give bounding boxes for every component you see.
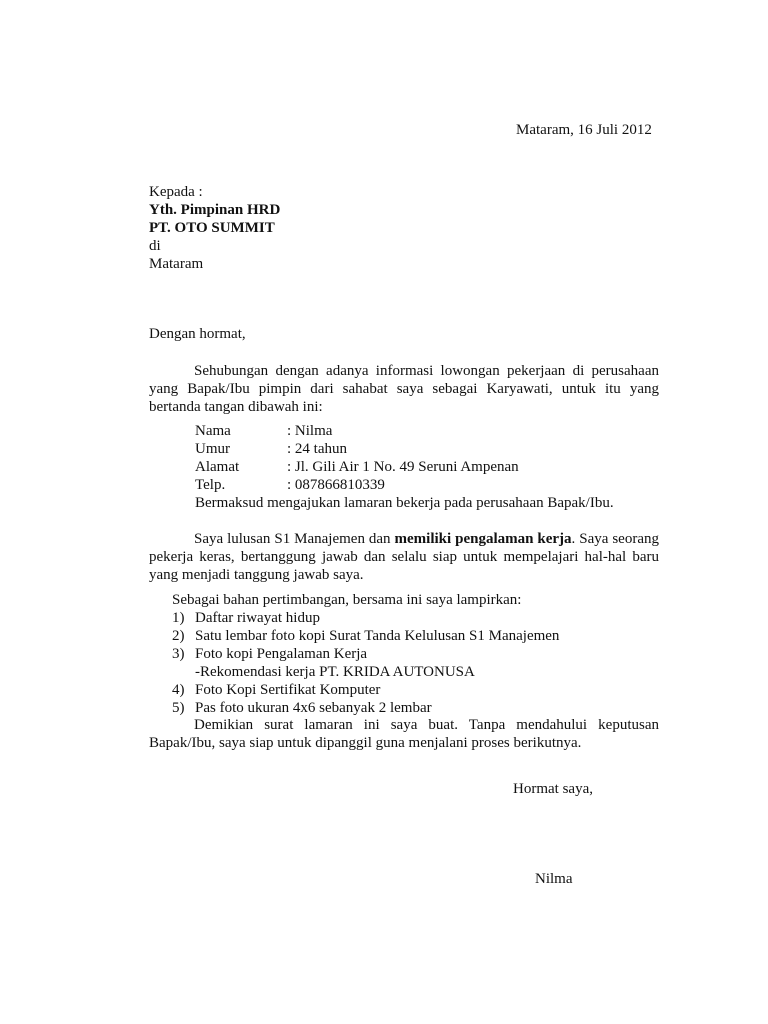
identity-value-age: : 24 tahun xyxy=(287,441,347,457)
closing-text: Demikian surat lamaran ini saya buat. Tanpa mendahului keputusan Bapak/Ibu, saya siap untuk dipanggil guna menjalani proses berikutnya. xyxy=(149,717,659,751)
intent-line: Bermaksud mengajukan lamaran bekerja pada perusahaan Bapak/Ibu. xyxy=(195,495,614,511)
attachment-number: 3) xyxy=(172,646,185,662)
recipient-name: Yth. Pimpinan HRD xyxy=(149,202,281,218)
identity-label-address: Alamat xyxy=(195,459,240,475)
attachment-number: 2) xyxy=(172,628,185,644)
identity-label-name: Nama xyxy=(195,423,231,439)
identity-label-age: Umur xyxy=(195,441,230,457)
qualification-bold-text: memiliki pengalaman kerja xyxy=(394,531,572,547)
attachment-number: 4) xyxy=(172,682,185,698)
attachment-number: 1) xyxy=(172,610,185,626)
recipient-di: di xyxy=(149,238,161,254)
attachments-intro: Sebagai bahan pertimbangan, bersama ini saya lampirkan: xyxy=(172,592,522,608)
recipient-label: Kepada : xyxy=(149,184,203,200)
attachment-item: Foto kopi Pengalaman Kerja xyxy=(195,646,368,662)
recipient-city: Mataram xyxy=(149,256,204,272)
qualification-paragraph xyxy=(149,530,659,584)
qualification-text-2: . Saya seorang pekerja keras, bertanggung jawab dan selalu siap untuk mempelajari hal-hal baru yang menjadi tanggung jawab saya. xyxy=(149,531,659,583)
attachment-subitem: -Rekomendasi kerja PT. KRIDA AUTONUSA xyxy=(195,664,475,680)
identity-value-address: : Jl. Gili Air 1 No. 49 Seruni Ampenan xyxy=(287,459,519,475)
salutation: Dengan hormat, xyxy=(149,326,246,342)
attachment-item: Pas foto ukuran 4x6 sebanyak 2 lembar xyxy=(195,700,432,716)
attachment-item: Daftar riwayat hidup xyxy=(195,610,320,626)
attachment-item: Satu lembar foto kopi Surat Tanda Kelulusan S1 Manajemen xyxy=(195,628,560,644)
qualification-text-1: Saya lulusan S1 Manajemen dan xyxy=(194,531,395,547)
identity-value-phone: : 087866810339 xyxy=(287,477,385,493)
attachment-item: Foto Kopi Sertifikat Komputer xyxy=(195,682,381,698)
intro-text: Sehubungan dengan adanya informasi lowongan pekerjaan di perusahaan yang Bapak/Ibu pimpin dari sahabat saya sebagai Karyawati, untuk itu yang bertanda tangan dibawah ini: xyxy=(149,363,659,415)
signature-name: Nilma xyxy=(535,871,573,887)
letter-date: Mataram, 16 Juli 2012 xyxy=(516,122,652,138)
identity-value-name: : Nilma xyxy=(287,423,333,439)
sign-off: Hormat saya, xyxy=(513,781,593,797)
intro-paragraph xyxy=(149,362,659,416)
identity-label-phone: Telp. xyxy=(195,477,226,493)
recipient-company: PT. OTO SUMMIT xyxy=(149,220,275,236)
closing-paragraph xyxy=(149,716,659,752)
attachment-number: 5) xyxy=(172,700,185,716)
